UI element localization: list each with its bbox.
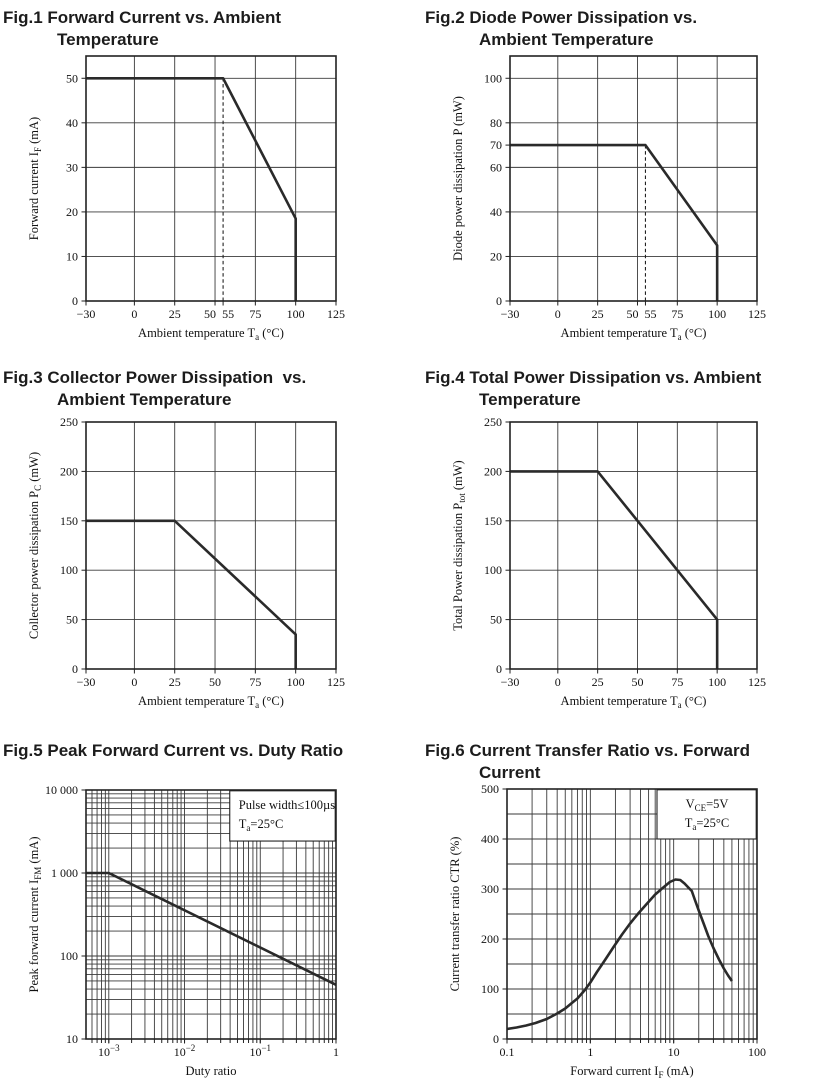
svg-text:40: 40	[490, 204, 502, 219]
fig6-title-line2: Current	[479, 763, 541, 783]
svg-text:25: 25	[168, 675, 181, 689]
collector-power-derating	[86, 521, 296, 669]
svg-text:25: 25	[591, 675, 604, 689]
fig4-chart	[407, 415, 814, 711]
figure-cell-fig2	[407, 0, 814, 360]
svg-text:25: 25	[591, 307, 604, 321]
svg-text:0: 0	[72, 662, 78, 676]
svg-text:10: 10	[667, 1045, 680, 1059]
fig2-title-line1: Fig.2 Diode Power Dissipation vs.	[425, 8, 698, 27]
fig3-chart	[0, 415, 407, 711]
svg-text:75: 75	[249, 307, 262, 321]
fig2-title	[407, 0, 814, 51]
svg-text:70: 70	[490, 138, 502, 153]
svg-text:Pulse width≤100µs: Pulse width≤100µs	[238, 798, 336, 812]
svg-text:55: 55	[222, 307, 235, 321]
svg-text:25: 25	[168, 307, 181, 321]
svg-text:0: 0	[493, 1032, 499, 1046]
svg-text:30: 30	[66, 160, 78, 175]
fig3-title-line1: Fig.3 Collector Power Dissipation vs.	[3, 368, 307, 387]
svg-text:100: 100	[484, 563, 502, 578]
svg-text:−30: −30	[500, 675, 520, 689]
svg-text:Peak forward current IFM (mA): Peak forward current $I_{FM}$ (mA)	[27, 836, 43, 993]
svg-text:100: 100	[60, 949, 78, 963]
svg-text:0: 0	[131, 307, 138, 321]
svg-text:125: 125	[327, 675, 345, 689]
svg-text:Diode power dissipation P (mW): Diode power dissipation P (mW)	[451, 96, 465, 261]
svg-text:Current transfer ratio CTR (%): Current transfer ratio CTR (%)	[448, 836, 462, 992]
figure-cell-fig4	[407, 360, 814, 720]
fig1-title	[0, 0, 407, 51]
fig4-title	[407, 360, 814, 411]
peak-forward-current-limit	[86, 873, 336, 985]
svg-text:0: 0	[554, 675, 561, 689]
svg-text:10−3: $10^{-3}$	[98, 1043, 120, 1059]
svg-text:75: 75	[671, 307, 684, 321]
fig2-chart	[407, 56, 814, 343]
svg-text:Forward current IF (mA): Forward current $I_F$ (mA)	[570, 1064, 694, 1080]
svg-text:1: 1	[587, 1045, 594, 1059]
fig1-title-line1: Fig.1 Forward Current vs. Ambient	[3, 8, 282, 27]
svg-text:60: 60	[490, 160, 502, 175]
svg-text:Collector power dissipation PC: Collector power dissipation $P_C$ (mW)	[27, 451, 43, 640]
svg-text:75: 75	[249, 675, 262, 689]
svg-text:0: 0	[131, 675, 138, 689]
svg-text:Duty ratio: Duty ratio	[185, 1064, 237, 1078]
svg-text:100: 100	[708, 307, 727, 321]
figure-cell-fig6	[407, 720, 814, 1080]
svg-text:0: 0	[72, 294, 78, 308]
figure-cell-fig1	[0, 0, 407, 360]
svg-text:Ta=25°C: $T_a=25^\circ C$	[684, 816, 730, 832]
svg-text:50: 50	[626, 307, 639, 321]
svg-text:50: 50	[66, 71, 78, 86]
fig6-chart	[407, 782, 814, 1080]
fig5-chart	[0, 783, 407, 1080]
fig1-chart	[0, 56, 407, 343]
svg-text:0: 0	[496, 662, 502, 676]
svg-text:100: 100	[286, 675, 305, 689]
svg-text:10: 10	[66, 249, 78, 264]
fig2-title-line2: Ambient Temperature	[479, 30, 654, 50]
fig1-title-line2: Temperature	[57, 30, 159, 50]
svg-text:80: 80	[490, 115, 502, 130]
fig5-title-line1: Fig.5 Peak Forward Current vs. Duty Ratio	[3, 741, 344, 760]
svg-text:200: 200	[484, 464, 502, 479]
svg-text:Ambient temperature Ta (°C): Ambient temperature $T_a$ (°C)	[560, 694, 707, 710]
svg-text:10 000: 10 000	[45, 783, 78, 797]
svg-text:50: 50	[631, 675, 644, 689]
svg-text:125: 125	[748, 307, 766, 321]
svg-text:Ambient temperature Ta (°C): Ambient temperature $T_a$ (°C)	[138, 326, 284, 342]
svg-text:75: 75	[671, 675, 684, 689]
svg-text:−30: −30	[76, 307, 96, 321]
svg-text:150: 150	[484, 513, 502, 528]
svg-text:250: 250	[60, 415, 78, 429]
svg-text:Ambient temperature Ta (°C): Ambient temperature $T_a$ (°C)	[560, 326, 707, 342]
svg-text:Total Power dissipation Ptot (: Total Power dissipation $P_{tot}$ (mW)	[451, 460, 467, 631]
svg-text:10−1: $10^{-1}$	[249, 1043, 272, 1059]
fig5-title	[0, 720, 407, 762]
svg-text:50: 50	[209, 675, 222, 689]
svg-text:10−2: $10^{-2}$	[173, 1043, 196, 1059]
forward-current-derating	[86, 78, 296, 301]
svg-text:10: 10	[66, 1032, 78, 1046]
diode-power-derating	[510, 145, 717, 301]
svg-text:0: 0	[496, 294, 502, 308]
svg-text:50: 50	[204, 307, 217, 321]
svg-text:150: 150	[60, 513, 78, 528]
svg-text:100: 100	[481, 982, 499, 996]
figure-cell-fig3	[0, 360, 407, 720]
svg-text:100: 100	[484, 71, 502, 86]
svg-text:55: 55	[644, 307, 657, 321]
svg-text:Ambient temperature Ta (°C): Ambient temperature $T_a$ (°C)	[138, 694, 284, 710]
svg-text:VCE=5V: $V_{CE}=5V$	[685, 797, 729, 813]
svg-text:100: 100	[748, 1045, 766, 1059]
svg-text:Forward current IF (mA): Forward current $I_F$ (mA)	[27, 116, 43, 241]
svg-text:1 000: 1 000	[51, 866, 78, 880]
ctr-vs-if	[507, 880, 732, 1030]
svg-text:100: 100	[708, 675, 727, 689]
fig3-title	[0, 360, 407, 411]
svg-text:125: 125	[748, 675, 766, 689]
svg-text:1: 1	[333, 1045, 339, 1059]
svg-text:0: 0	[554, 307, 561, 321]
svg-text:100: 100	[60, 563, 78, 578]
figure-cell-fig5	[0, 720, 407, 1080]
svg-text:100: 100	[286, 307, 305, 321]
svg-text:300: 300	[481, 882, 499, 896]
fig6-title	[407, 720, 814, 784]
svg-text:0.1: 0.1	[499, 1045, 515, 1059]
svg-text:20: 20	[66, 204, 78, 219]
svg-text:−30: −30	[500, 307, 520, 321]
svg-text:50: 50	[66, 612, 78, 627]
fig6-title-line1: Fig.6 Current Transfer Ratio vs. Forward	[425, 741, 750, 760]
svg-text:Ta=25°C: $T_a=25^\circ C$	[238, 817, 284, 833]
svg-text:40: 40	[66, 115, 78, 130]
svg-text:50: 50	[490, 612, 502, 627]
svg-text:200: 200	[481, 932, 499, 946]
svg-text:400: 400	[481, 832, 499, 846]
svg-text:500: 500	[481, 782, 499, 796]
svg-text:200: 200	[60, 464, 78, 479]
svg-text:−30: −30	[76, 675, 96, 689]
fig4-title-line2: Temperature	[479, 390, 581, 410]
svg-text:125: 125	[327, 307, 345, 321]
svg-text:20: 20	[490, 249, 502, 264]
fig3-title-line2: Ambient Temperature	[57, 390, 232, 410]
fig4-title-line1: Fig.4 Total Power Dissipation vs. Ambient	[425, 368, 762, 387]
svg-text:250: 250	[484, 415, 502, 429]
